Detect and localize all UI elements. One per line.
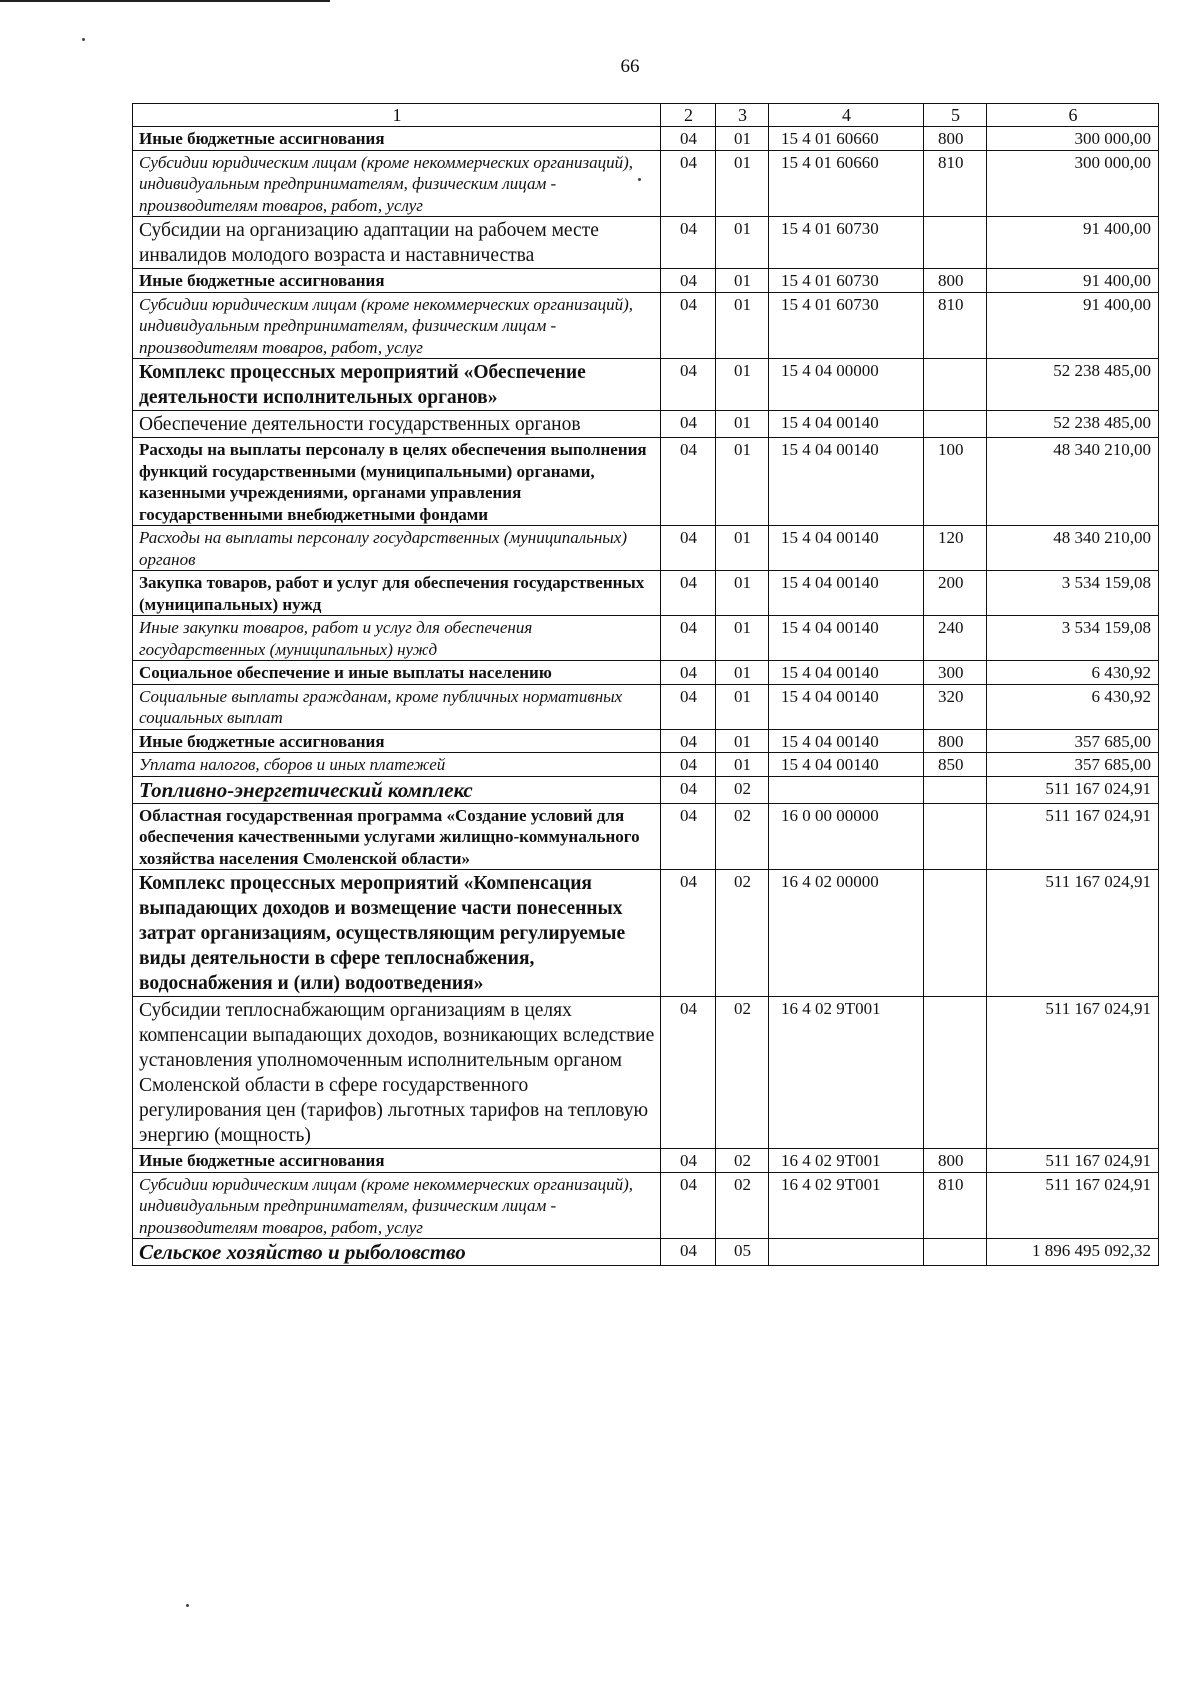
- cell-kcsr: 15 4 04 00140: [769, 661, 924, 685]
- cell-name: Сельское хозяйство и рыболовство: [133, 1239, 661, 1266]
- cell-pr: 01: [716, 217, 769, 269]
- cell-pr: 02: [716, 997, 769, 1149]
- table-row: [133, 150, 1159, 217]
- cell-sum: 52 238 485,00: [987, 359, 1159, 411]
- cell-sum: 511 167 024,91: [987, 1149, 1159, 1173]
- cell-kcsr: 15 4 01 60730: [769, 269, 924, 293]
- table-row: [133, 684, 1159, 729]
- cell-pr: 01: [716, 684, 769, 729]
- cell-rz: 04: [661, 438, 716, 526]
- budget-table: [132, 103, 1159, 1266]
- cell-name: Иные бюджетные ассигнования: [133, 127, 661, 151]
- cell-name: Расходы на выплаты персоналу государственных (муниципальных) органов: [133, 526, 661, 571]
- cell-sum: 52 238 485,00: [987, 411, 1159, 438]
- header-cell-vr: 5: [924, 104, 987, 127]
- cell-rz: 04: [661, 753, 716, 777]
- cell-sum: 6 430,92: [987, 684, 1159, 729]
- table-row: [133, 359, 1159, 411]
- cell-pr: 01: [716, 729, 769, 753]
- cell-sum: 300 000,00: [987, 127, 1159, 151]
- cell-vr: [924, 1239, 987, 1266]
- cell-rz: 04: [661, 359, 716, 411]
- table-row: [133, 661, 1159, 685]
- table-row: [133, 997, 1159, 1149]
- cell-pr: 01: [716, 438, 769, 526]
- cell-kcsr: 15 4 04 00000: [769, 359, 924, 411]
- table-row: [133, 729, 1159, 753]
- scan-speck: [82, 38, 85, 41]
- table-row: [133, 411, 1159, 438]
- cell-vr: 320: [924, 684, 987, 729]
- table-body: [133, 104, 1159, 1266]
- cell-pr: 02: [716, 1149, 769, 1173]
- table-row: [133, 292, 1159, 359]
- cell-kcsr: 16 4 02 00000: [769, 870, 924, 997]
- cell-name: Иные закупки товаров, работ и услуг для обеспечения государственных (муниципальных) нужд: [133, 616, 661, 661]
- cell-name: Областная государственная программа «Создание условий для обеспечения качественными услугами жилищно-коммунального хозяйства населения Смоленской области»: [133, 803, 661, 870]
- cell-sum: 511 167 024,91: [987, 803, 1159, 870]
- cell-vr: 810: [924, 150, 987, 217]
- cell-vr: [924, 997, 987, 1149]
- cell-name: Субсидии теплоснабжающим организациям в целях компенсации выпадающих доходов, возникающих вследствие установления уполномоченным исполнительным органом Смоленской области в сфере государственного регулирования цен (тарифов) льготных тарифов на тепловую энергию (мощность): [133, 997, 661, 1149]
- cell-kcsr: 15 4 04 00140: [769, 438, 924, 526]
- cell-pr: 01: [716, 150, 769, 217]
- table-row: [133, 803, 1159, 870]
- cell-rz: 04: [661, 661, 716, 685]
- table-row: [133, 1172, 1159, 1239]
- cell-sum: 91 400,00: [987, 269, 1159, 293]
- cell-vr: 100: [924, 438, 987, 526]
- cell-sum: 3 534 159,08: [987, 616, 1159, 661]
- cell-name: Социальное обеспечение и иные выплаты населению: [133, 661, 661, 685]
- cell-vr: [924, 411, 987, 438]
- cell-rz: 04: [661, 150, 716, 217]
- header-row: [133, 104, 1159, 127]
- cell-name: Субсидии юридическим лицам (кроме некоммерческих организаций), индивидуальным предпринимателям, физическим лицам - производителям товаров, работ, услуг: [133, 292, 661, 359]
- header-cell-name: 1: [133, 104, 661, 127]
- cell-vr: 200: [924, 571, 987, 616]
- cell-pr: 02: [716, 870, 769, 997]
- cell-pr: 05: [716, 1239, 769, 1266]
- table-row: [133, 438, 1159, 526]
- cell-pr: 01: [716, 616, 769, 661]
- cell-rz: 04: [661, 526, 716, 571]
- header-cell-kcsr: 4: [769, 104, 924, 127]
- cell-vr: 800: [924, 729, 987, 753]
- scan-edge-line: [0, 0, 330, 2]
- cell-rz: 04: [661, 127, 716, 151]
- cell-rz: 04: [661, 1172, 716, 1239]
- cell-sum: 511 167 024,91: [987, 1172, 1159, 1239]
- scan-speck: [186, 1604, 189, 1607]
- table-row: [133, 776, 1159, 803]
- cell-name: Комплекс процессных мероприятий «Обеспечение деятельности исполнительных органов»: [133, 359, 661, 411]
- cell-rz: 04: [661, 870, 716, 997]
- table-row: [133, 217, 1159, 269]
- table-row: [133, 526, 1159, 571]
- header-cell-sum: 6: [987, 104, 1159, 127]
- cell-sum: 1 896 495 092,32: [987, 1239, 1159, 1266]
- cell-kcsr: 15 4 01 60660: [769, 127, 924, 151]
- cell-sum: 511 167 024,91: [987, 997, 1159, 1149]
- table-row: [133, 1149, 1159, 1173]
- cell-name: Топливно-энергетический комплекс: [133, 776, 661, 803]
- cell-rz: 04: [661, 217, 716, 269]
- scan-speck: [638, 178, 641, 181]
- cell-name: Обеспечение деятельности государственных органов: [133, 411, 661, 438]
- cell-pr: 01: [716, 411, 769, 438]
- cell-name: Субсидии на организацию адаптации на рабочем месте инвалидов молодого возраста и наставничества: [133, 217, 661, 269]
- cell-kcsr: 15 4 01 60660: [769, 150, 924, 217]
- cell-sum: 511 167 024,91: [987, 776, 1159, 803]
- cell-pr: 01: [716, 753, 769, 777]
- cell-pr: 01: [716, 526, 769, 571]
- header-cell-rz: 2: [661, 104, 716, 127]
- cell-kcsr: 16 4 02 9Т001: [769, 1172, 924, 1239]
- cell-rz: 04: [661, 776, 716, 803]
- cell-name: Уплата налогов, сборов и иных платежей: [133, 753, 661, 777]
- cell-name: Субсидии юридическим лицам (кроме некоммерческих организаций), индивидуальным предпринимателям, физическим лицам - производителям товаров, работ, услуг: [133, 150, 661, 217]
- table-row: [133, 127, 1159, 151]
- cell-vr: [924, 776, 987, 803]
- cell-kcsr: 15 4 04 00140: [769, 411, 924, 438]
- cell-kcsr: 16 0 00 00000: [769, 803, 924, 870]
- cell-sum: 91 400,00: [987, 217, 1159, 269]
- cell-sum: 48 340 210,00: [987, 438, 1159, 526]
- cell-name: Социальные выплаты гражданам, кроме публичных нормативных социальных выплат: [133, 684, 661, 729]
- table-row: [133, 269, 1159, 293]
- cell-kcsr: [769, 776, 924, 803]
- cell-vr: 800: [924, 127, 987, 151]
- cell-pr: 01: [716, 269, 769, 293]
- cell-kcsr: 15 4 01 60730: [769, 217, 924, 269]
- cell-pr: 01: [716, 661, 769, 685]
- cell-kcsr: 15 4 01 60730: [769, 292, 924, 359]
- header-cell-pr: 3: [716, 104, 769, 127]
- cell-vr: [924, 870, 987, 997]
- cell-kcsr: 15 4 04 00140: [769, 526, 924, 571]
- cell-sum: 300 000,00: [987, 150, 1159, 217]
- cell-name: Комплекс процессных мероприятий «Компенсация выпадающих доходов и возмещение части понесенных затрат организациям, осуществляющим регулируемые виды деятельности в сфере теплоснабжения, водоснабжения и (или) водоотведения»: [133, 870, 661, 997]
- cell-sum: 357 685,00: [987, 729, 1159, 753]
- cell-rz: 04: [661, 269, 716, 293]
- cell-kcsr: 15 4 04 00140: [769, 684, 924, 729]
- cell-kcsr: 15 4 04 00140: [769, 729, 924, 753]
- page-number: 66: [620, 56, 640, 77]
- cell-vr: 850: [924, 753, 987, 777]
- cell-kcsr: 16 4 02 9Т001: [769, 1149, 924, 1173]
- cell-pr: 01: [716, 127, 769, 151]
- table-row: [133, 571, 1159, 616]
- cell-name: Закупка товаров, работ и услуг для обеспечения государственных (муниципальных) нужд: [133, 571, 661, 616]
- cell-vr: 810: [924, 292, 987, 359]
- cell-sum: 91 400,00: [987, 292, 1159, 359]
- cell-pr: 02: [716, 1172, 769, 1239]
- cell-pr: 01: [716, 359, 769, 411]
- cell-pr: 01: [716, 571, 769, 616]
- cell-rz: 04: [661, 803, 716, 870]
- cell-kcsr: 15 4 04 00140: [769, 753, 924, 777]
- cell-sum: 357 685,00: [987, 753, 1159, 777]
- cell-rz: 04: [661, 684, 716, 729]
- cell-name: Субсидии юридическим лицам (кроме некоммерческих организаций), индивидуальным предпринимателям, физическим лицам - производителям товаров, работ, услуг: [133, 1172, 661, 1239]
- cell-pr: 01: [716, 292, 769, 359]
- cell-vr: 240: [924, 616, 987, 661]
- cell-name: Иные бюджетные ассигнования: [133, 729, 661, 753]
- cell-kcsr: 15 4 04 00140: [769, 571, 924, 616]
- cell-vr: [924, 359, 987, 411]
- cell-sum: 3 534 159,08: [987, 571, 1159, 616]
- cell-kcsr: 15 4 04 00140: [769, 616, 924, 661]
- cell-vr: [924, 803, 987, 870]
- cell-vr: 300: [924, 661, 987, 685]
- cell-rz: 04: [661, 1149, 716, 1173]
- cell-rz: 04: [661, 997, 716, 1149]
- cell-name: Расходы на выплаты персоналу в целях обеспечения выполнения функций государственными (муниципальными) органами, казенными учреждениями, органами управления государственными внебюджетными фондами: [133, 438, 661, 526]
- cell-sum: 48 340 210,00: [987, 526, 1159, 571]
- cell-vr: 800: [924, 1149, 987, 1173]
- cell-name: Иные бюджетные ассигнования: [133, 1149, 661, 1173]
- cell-rz: 04: [661, 616, 716, 661]
- cell-rz: 04: [661, 571, 716, 616]
- table-row: [133, 753, 1159, 777]
- cell-rz: 04: [661, 411, 716, 438]
- table-row: [133, 1239, 1159, 1266]
- cell-vr: [924, 217, 987, 269]
- cell-vr: 120: [924, 526, 987, 571]
- table-row: [133, 616, 1159, 661]
- cell-pr: 02: [716, 776, 769, 803]
- cell-rz: 04: [661, 729, 716, 753]
- cell-vr: 810: [924, 1172, 987, 1239]
- table-row: [133, 870, 1159, 997]
- cell-pr: 02: [716, 803, 769, 870]
- cell-name: Иные бюджетные ассигнования: [133, 269, 661, 293]
- cell-vr: 800: [924, 269, 987, 293]
- cell-sum: 6 430,92: [987, 661, 1159, 685]
- cell-kcsr: 16 4 02 9Т001: [769, 997, 924, 1149]
- cell-sum: 511 167 024,91: [987, 870, 1159, 997]
- cell-kcsr: [769, 1239, 924, 1266]
- cell-rz: 04: [661, 292, 716, 359]
- cell-rz: 04: [661, 1239, 716, 1266]
